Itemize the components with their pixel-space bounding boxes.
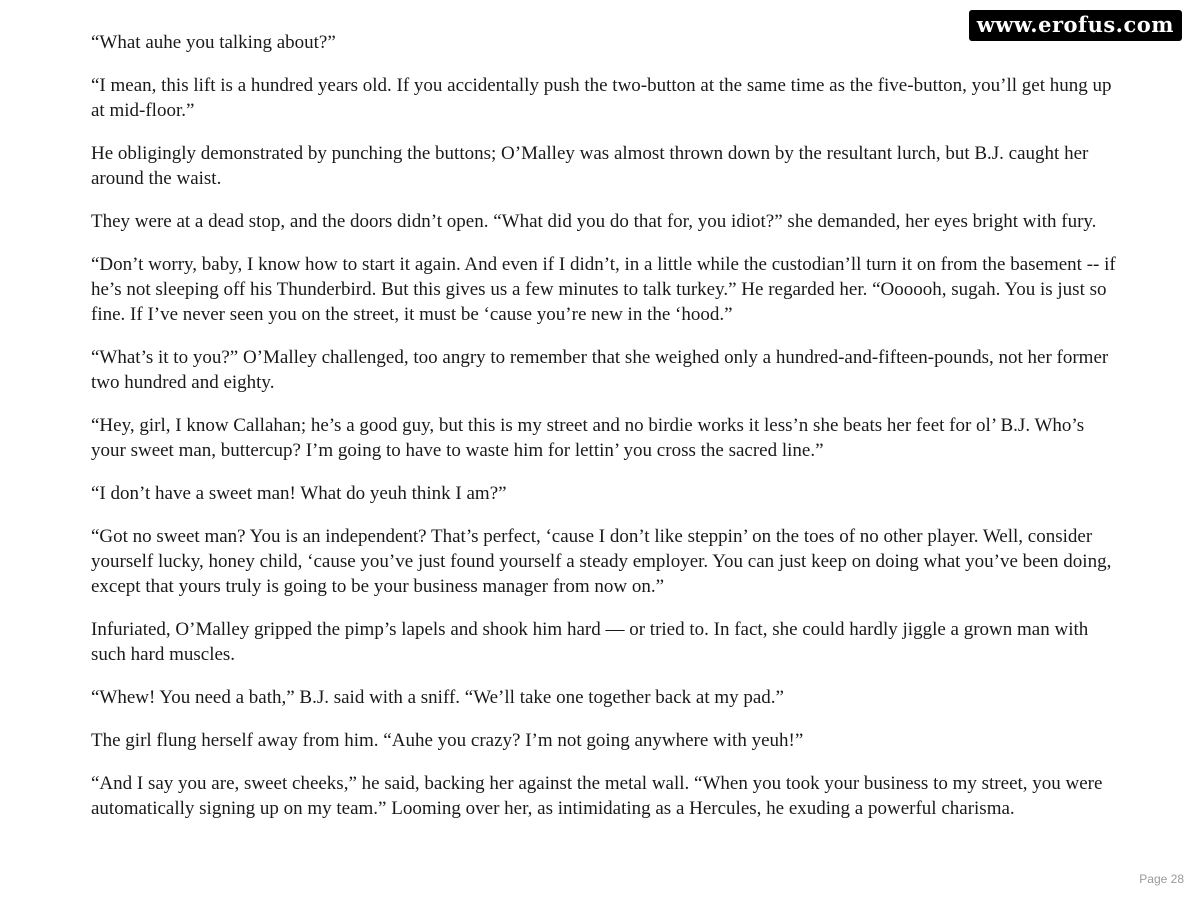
paragraph: “Got no sweet man? You is an independent? That’s perfect, ‘cause I don’t like steppin’ on the toes of no other player. Well, consider yourself lucky, honey child, ‘cause you’ve just found yourself a steady employer. You can just keep on doing what you’ve been doing, except that yours truly is going to be your business manager from now on.” xyxy=(91,526,1112,597)
paragraph: “I don’t have a sweet man! What do yeuh think I am?” xyxy=(91,483,507,504)
paragraph: He obligingly demonstrated by punching the buttons; O’Malley was almost thrown down by the resultant lurch, but B.J. caught her around the waist. xyxy=(91,143,1089,189)
paragraph: “What’s it to you?” O’Malley challenged, too angry to remember that she weighed only a hundred-and-fifteen-pounds, not her former two hundred and eighty. xyxy=(91,347,1109,393)
paragraph: “What auhe you talking about?” xyxy=(91,32,336,53)
paragraph: “Hey, girl, I know Callahan; he’s a good guy, but this is my street and no birdie works it less’n she beats her feet for ol’ B.J. Who’s your sweet man, buttercup? I’m going to have to waste him for lettin’ you cross the sacred line.” xyxy=(91,415,1085,461)
paragraph: Infuriated, O’Malley gripped the pimp’s lapels and shook him hard — or tried to. In fact, she could hardly jiggle a grown man with such hard muscles. xyxy=(91,619,1089,665)
paragraph: “I mean, this lift is a hundred years old. If you accidentally push the two-button at the same time as the five-button, you’ll get hung up at mid-floor.” xyxy=(91,75,1112,121)
paragraph: The girl flung herself away from him. “Auhe you crazy? I’m not going anywhere with yeuh!” xyxy=(91,730,804,751)
page-number: Page 28 xyxy=(1139,872,1184,886)
body-text xyxy=(91,30,1121,839)
watermark-logo: www.erofus.com xyxy=(969,10,1182,41)
paragraph: They were at a dead stop, and the doors didn’t open. “What did you do that for, you idiot?” she demanded, her eyes bright with fury. xyxy=(91,211,1097,232)
paragraph: “And I say you are, sweet cheeks,” he said, backing her against the metal wall. “When you took your business to my street, you were automatically signing up on my team.” Looming over her, as intimidating as a Hercules, he exuding a powerful charisma. xyxy=(91,773,1103,819)
paragraph: “Whew! You need a bath,” B.J. said with a sniff. “We’ll take one together back at my pad.” xyxy=(91,687,784,708)
paragraph: “Don’t worry, baby, I know how to start it again. And even if I didn’t, in a little while the custodian’ll turn it on from the basement -- if he’s not sleeping off his Thunderbird. But this gives us a few minutes to talk turkey.” He regarded her. “Oooooh, sugah. You is just so fine. If I’ve never seen you on the street, it must be ‘cause you’re new in the ‘hood.” xyxy=(91,254,1116,325)
